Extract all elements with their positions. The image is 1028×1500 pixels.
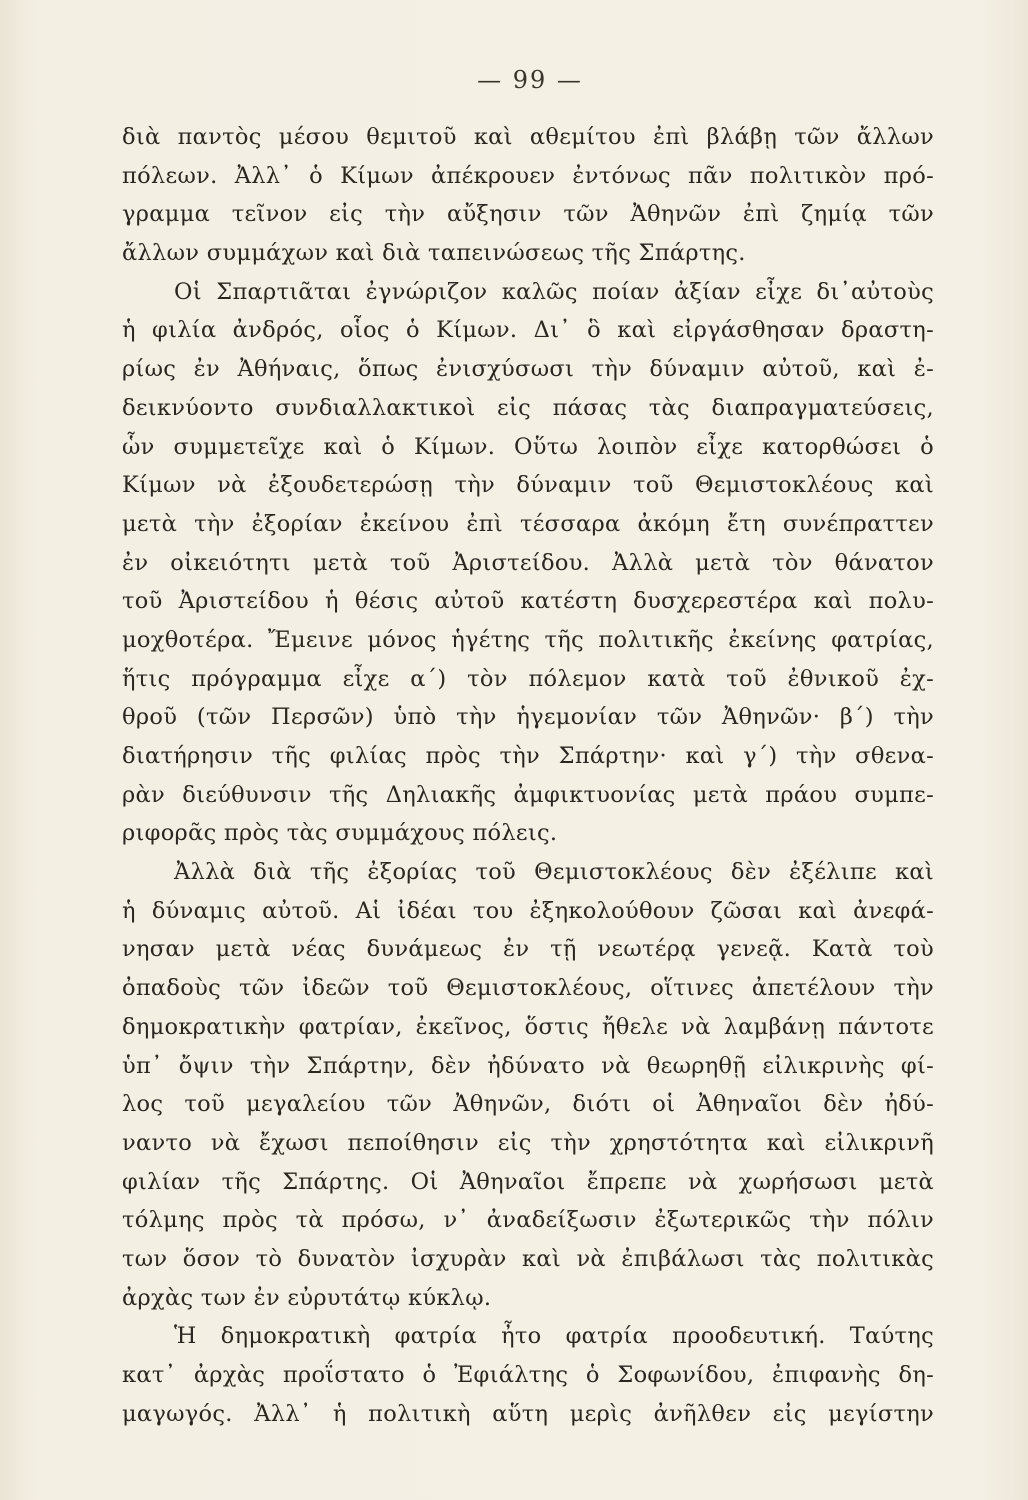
text-line: ἄλλων συμμάχων καὶ διὰ ταπεινώσεως τῆς Σπάρτης. xyxy=(122,240,746,267)
text-line: ἀρχὰς των ἐν εὐρυτάτῳ κύκλῳ. xyxy=(122,1284,492,1311)
text-line: τοῦ Ἀριστείδου ἡ θέσις αὐτοῦ κατέστη δυσχερεστέρα καὶ πολυ- xyxy=(122,588,934,615)
text-line: ρίως ἐν Ἀθήναις, ὅπως ἐνισχύσωσι τὴν δύναμιν αὐτοῦ, καὶ ἐ- xyxy=(122,356,934,383)
text-line: διὰ παντὸς μέσου θεμιτοῦ καὶ αθεμίτου ἐπὶ βλάβῃ τῶν ἄλλων xyxy=(122,124,934,150)
text-line: διατήρησιν τῆς φιλίας πρὸς τὴν Σπάρτην· καὶ γ´) τὴν σθενα- xyxy=(122,743,934,769)
text-line: ὀπαδοὺς τῶν ἰδεῶν τοῦ Θεμιστοκλέους, οἵτινες ἀπετέλουν τὴν xyxy=(122,975,934,1002)
text-line: ὑπ᾽ ὄψιν τὴν Σπάρτην, δὲν ἠδύνατο νὰ θεωρηθῇ εἰλικρινὴς φί- xyxy=(122,1052,934,1079)
text-line: δημοκρατικὴν φατρίαν, ἐκεῖνος, ὅστις ἤθελε νὰ λαμβάνῃ πάντοτε xyxy=(122,1013,934,1040)
text-line: πόλεων. Ἀλλ᾽ ὁ Κίμων ἀπέκρουεν ἐντόνως πᾶν πολιτικὸν πρό- xyxy=(122,162,934,189)
text-line: ἐν οἰκειότητι μετὰ τοῦ Ἀριστείδου. Ἀλλὰ μετὰ τὸν θάνατον xyxy=(122,549,934,576)
text-line: Ἀλλὰ διὰ τῆς ἐξορίας τοῦ Θεμιστοκλέους δὲν ἐξέλιπε καὶ xyxy=(174,859,934,886)
text-line: λος τοῦ μεγαλείου τῶν Ἀθηνῶν, διότι οἱ Ἀθηναῖοι δὲν ἠδύ- xyxy=(122,1091,934,1118)
text-line: ρὰν διεύθυνσιν τῆς Δηλιακῆς ἀμφικτυονίας μετὰ πράου συμπε- xyxy=(122,781,934,808)
text-line: Ἡ δημοκρατικὴ φατρία ἦτο φατρία προοδευτική. Ταύτης xyxy=(174,1323,934,1350)
text-line: των ὅσον τὸ δυνατὸν ἰσχυρὰν καὶ νὰ ἐπιβάλωσι τὰς πολιτικὰς xyxy=(122,1245,934,1272)
text-line: μοχθοτέρα. Ἔμεινε μόνος ἡγέτης τῆς πολιτικῆς ἐκείνης φατρίας, xyxy=(122,626,934,653)
text-line: μαγωγός. Ἀλλ᾽ ἡ πολιτικὴ αὕτη μερὶς ἀνῆλθεν εἰς μεγίστην xyxy=(122,1400,934,1427)
text-line: δεικνύοντο συνδιαλλακτικοὶ εἰς πάσας τὰς διαπραγματεύσεις, xyxy=(122,394,934,421)
text-line: φιλίαν τῆς Σπάρτης. Οἱ Ἀθηναῖοι ἔπρεπε νὰ χωρήσωσι μετὰ xyxy=(122,1168,934,1195)
text-line: ναντο νὰ ἔχωσι πεποίθησιν εἰς τὴν χρηστότητα καὶ εἰλικρινῆ xyxy=(122,1129,934,1156)
text-line: γραμμα τεῖνον εἰς τὴν αὔξησιν τῶν Ἀθηνῶν ἐπὶ ζημίᾳ τῶν xyxy=(122,201,934,228)
page-number: — 99 — xyxy=(477,66,583,94)
text-line: ριφορᾶς πρὸς τὰς συμμάχους πόλεις. xyxy=(122,820,558,847)
text-line: μετὰ τὴν ἐξορίαν ἐκείνου ἐπὶ τέσσαρα ἀκόμη ἔτη συνέπραττεν xyxy=(122,510,934,537)
text-line: ὧν συμμετεῖχε καὶ ὁ Κίμων. Οὕτω λοιπὸν εἶχε κατορθώσει ὁ xyxy=(122,433,934,460)
text-line: ἡ δύναμις αὐτοῦ. Αἱ ἰδέαι του ἐξηκολούθουν ζῶσαι καὶ ἀνεφά- xyxy=(122,897,934,924)
text-line: Κίμων νὰ ἐξουδετερώσῃ τὴν δύναμιν τοῦ Θεμιστοκλέους καὶ xyxy=(122,472,934,499)
text-line: ἥτις πρόγραμμα εἶχε α´) τὸν πόλεμον κατὰ τοῦ ἐθνικοῦ ἐχ- xyxy=(122,665,934,692)
text-line: ἡ φιλία ἀνδρός, οἷος ὁ Κίμων. Δι᾽ ὃ καὶ εἰργάσθησαν δραστη- xyxy=(122,317,934,344)
text-line: νησαν μετὰ νέας δυνάμεως ἐν τῇ νεωτέρᾳ γενεᾷ. Κατὰ τοὺ xyxy=(122,936,934,963)
text-line: Οἱ Σπαρτιᾶται ἐγνώριζον καλῶς ποίαν ἀξίαν εἶχε δι᾽αὐτοὺς xyxy=(174,278,934,305)
text-line: θροῦ (τῶν Περσῶν) ὑπὸ τὴν ἡγεμονίαν τῶν Ἀθηνῶν· β´) τὴν xyxy=(122,704,934,731)
text-line: κατ᾽ ἀρχὰς προΐστατο ὁ Ἐφιάλτης ὁ Σοφωνίδου, ἐπιφανὴς δη- xyxy=(122,1362,934,1388)
text-line: τόλμης πρὸς τὰ πρόσω, ν᾽ ἀναδείξωσιν ἐξωτερικῶς τὴν πόλιν xyxy=(122,1207,934,1234)
body-text xyxy=(122,118,934,1433)
